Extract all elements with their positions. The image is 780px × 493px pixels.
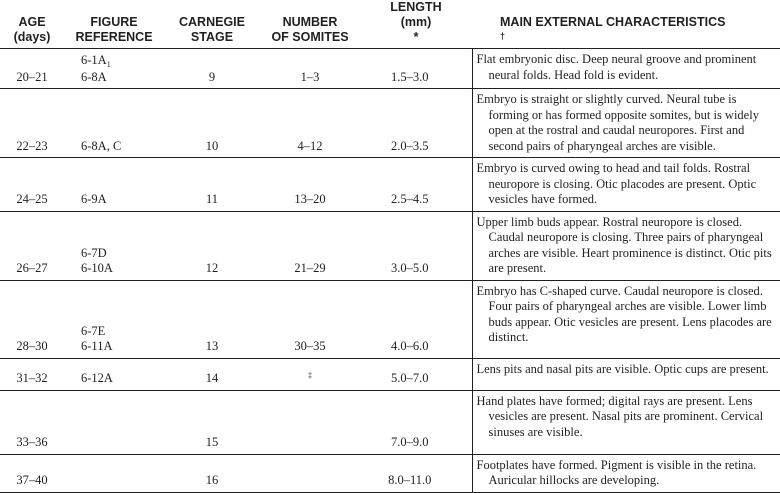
characteristics-text: Embryo is curved owing to head and tail folds. Rostral neuropore is closing. Otic placodes are present. Optic vesicles have formed. [476,161,757,206]
figure-cell [64,49,164,89]
table-row [0,89,780,158]
somites-cell: 1–3 [300,69,320,84]
length-cell: 7.0–9.0 [391,435,429,449]
table-body [0,49,780,493]
figure-cell [64,390,164,454]
length-cell: 3.0–5.0 [391,261,429,275]
stage-cell: 16 [205,473,219,487]
age-cell: 24–25 [16,192,48,206]
characteristics-cell [472,358,780,390]
age-cell: 26–27 [16,261,48,275]
age-cell: 28–30 [16,339,48,353]
stage-cell: 10 [205,138,219,153]
somites-cell [260,454,360,492]
characteristics-cell [472,49,780,89]
table-row [0,158,780,212]
dagger-mark: † [500,31,506,41]
somites-cell: 13–20 [294,192,326,206]
length-cell: 5.0–7.0 [391,371,429,385]
header-row [0,0,780,49]
characteristics-text: Embryo is straight or slightly curved. Neural tube is forming or has formed opposite somites, but is widely open at the rostral and caudal neuropores. First and second pairs of pharyngeal arches are visible. [476,92,759,153]
characteristics-text: Embryo has C-shaped curve. Caudal neuropore is closed. Four pairs of pharyngeal arches are visible. Lower limb buds appear. Otic vesicles are present. Lens placodes are distinct. [476,283,772,344]
characteristics-cell [472,158,780,212]
figure-cell [64,211,164,280]
somites-cell [260,390,360,454]
characteristics-cell [472,390,780,454]
figure-ref: 6-8A, C [81,138,122,153]
length-cell: 2.0–3.5 [391,138,429,153]
age-cell: 37–40 [16,473,48,487]
characteristics-text: Flat embryonic disc. Deep neural groove and prominent neural folds. Head fold is evident. [476,52,757,82]
table-row [0,390,780,454]
characteristics-text: Upper limb buds appear. Rostral neuropore is closed. Caudal neuropore is closing. Three pairs of pharyngeal arches are visible. Heart prominence is distinct. Otic pits are present. [476,214,772,275]
age-cell: 22–23 [16,138,48,153]
stage-cell: 15 [205,435,219,449]
stage-cell: 9 [208,69,216,84]
stage-cell: 13 [205,339,219,353]
length-cell: 2.5–4.5 [391,192,429,206]
header-age: AGE (days) [0,0,64,49]
table-row [0,211,780,280]
characteristics-text: Hand plates have formed; digital rays are present. Lens vesicles are present. Nasal pits are prominent. Cervical sinuses are visible. [476,393,764,439]
age-cell: 20–21 [16,69,48,84]
somites-cell: 4–12 [297,138,323,153]
characteristics-cell [472,280,780,358]
characteristics-text: Lens pits and nasal pits are visible. Optic cups are present. [476,361,769,376]
figure-ref: 6-9A [81,192,107,206]
characteristics-cell [472,89,780,158]
length-cell: 8.0–11.0 [388,473,432,487]
figure-ref: 6-12A [81,371,113,385]
header-figure: FIGURE REFERENCE [64,0,164,49]
age-cell: 33–36 [16,435,48,449]
characteristics-cell [472,454,780,492]
somites-cell: ‡ [308,371,312,380]
figure-ref: 6-11A [81,339,113,353]
stage-cell: 12 [205,261,219,275]
characteristics-cell [472,211,780,280]
length-cell: 4.0–6.0 [391,339,429,353]
table-row [0,49,780,89]
length-cell: 1.5–3.0 [391,69,429,84]
figure-cell [64,89,164,158]
figure-ref: 6-7E [81,323,106,338]
stage-cell: 14 [205,371,219,385]
header-length: LENGTH (mm) * [360,0,472,49]
age-cell: 31–32 [16,371,48,385]
table-row [0,358,780,390]
table-row [0,454,780,492]
header-characteristics: MAIN EXTERNAL CHARACTERISTICS † [472,0,780,49]
figure-subscript: 1 [106,60,111,69]
figure-cell [64,280,164,358]
table-row [0,280,780,358]
header-somites: NUMBER OF SOMITES [260,0,360,49]
characteristics-text: Footplates have formed. Pigment is visible in the retina. Auricular hillocks are developing. [476,457,757,487]
header-stage: CARNEGIE STAGE [164,0,260,49]
somites-cell: 21–29 [294,261,326,275]
figure-ref: 6-8A [81,69,107,84]
figure-ref: 6-7D [81,245,107,260]
asterisk-mark: * [413,30,419,44]
stage-cell: 11 [205,192,219,206]
figure-ref: $6-1A_1$ [81,53,111,69]
figure-cell [64,358,164,390]
figure-ref: 6-10A [81,261,113,275]
figure-cell [64,158,164,212]
figure-cell [64,454,164,492]
somites-cell: 30–35 [294,339,326,353]
